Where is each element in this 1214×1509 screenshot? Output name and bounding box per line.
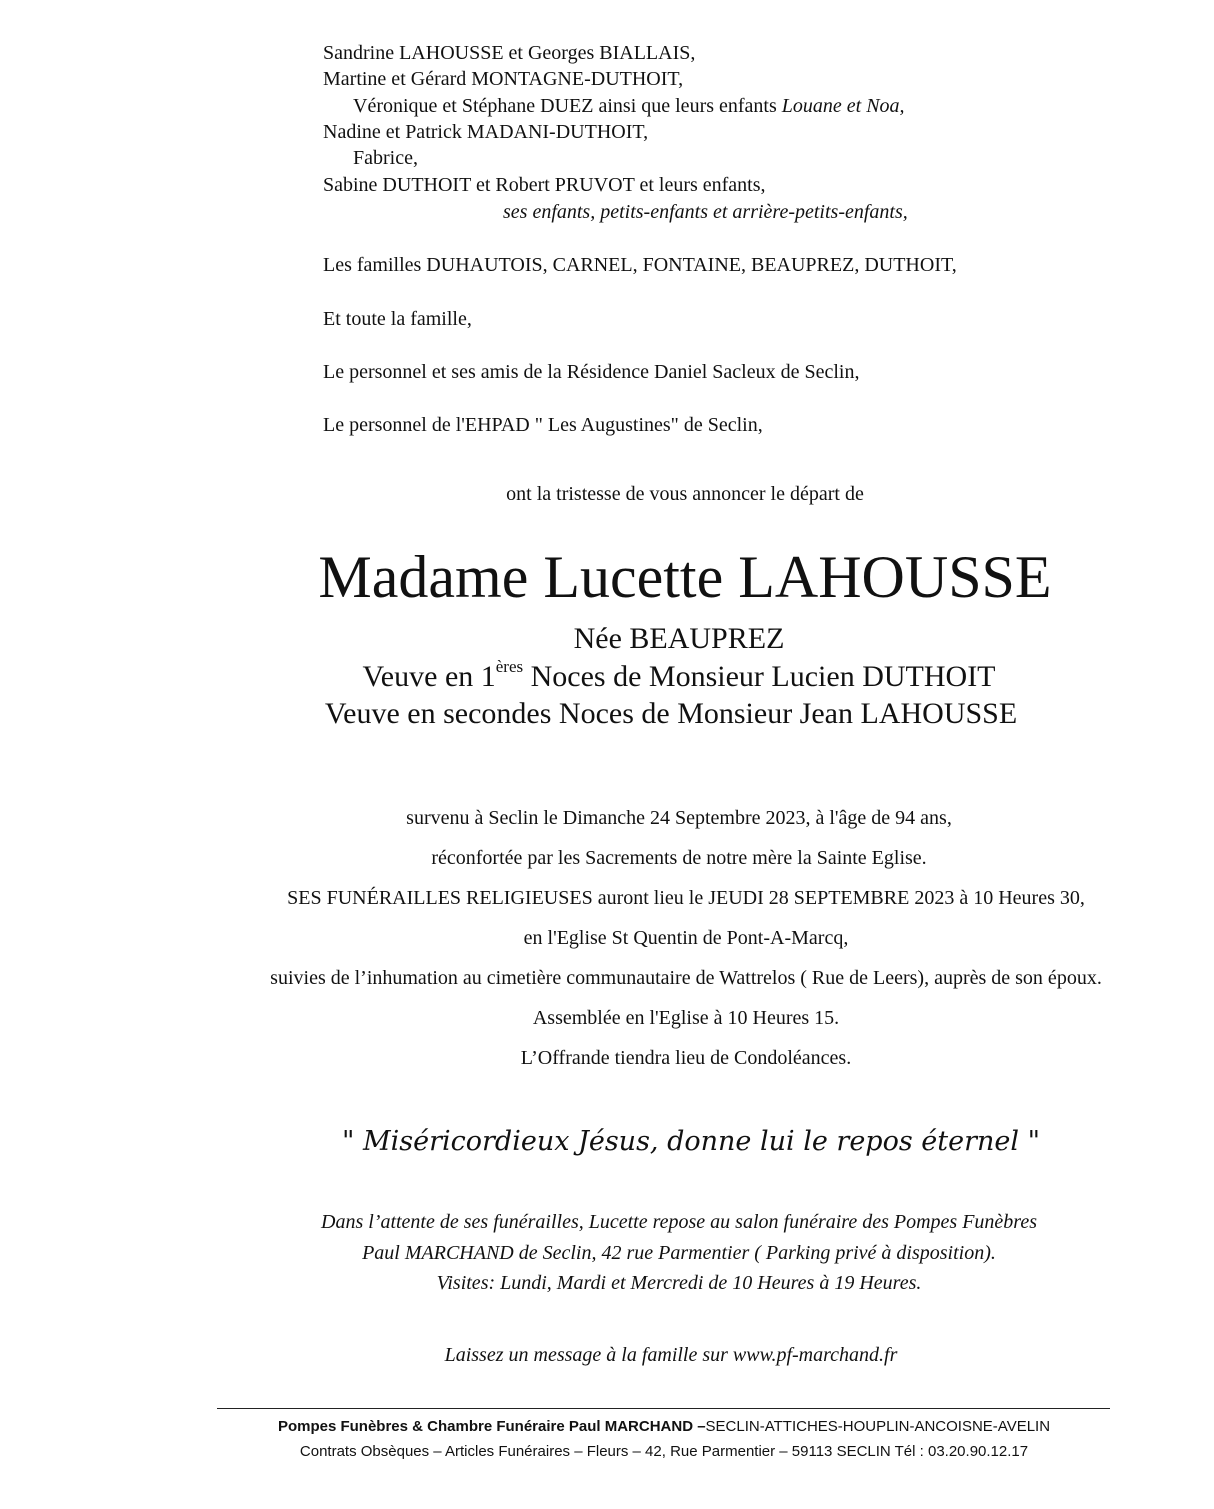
footer-company: Pompes Funèbres & Chambre Funéraire Paul MARCHAND – bbox=[277, 1418, 706, 1435]
family-line-3-text: Véronique et Stéphane DUEZ ainsi que leurs enfants bbox=[353, 95, 777, 117]
footer-locations: SECLIN-ATTICHES-HOUPLIN-ANCOISNE-AVELIN bbox=[705, 1418, 1051, 1435]
family-line-5: Fabrice, bbox=[353, 147, 418, 169]
offering: L’Offrande tiendra lieu de Condoléances. bbox=[520, 1047, 852, 1069]
footer-contact: Contrats Obsèques – Articles Funéraires – Fleurs – 42, Rue Parmentier – 59113 SECLIN Tél : 03.20.90.12.17 bbox=[299, 1443, 1029, 1460]
grandchildren-names: Louane et Noa, bbox=[781, 95, 905, 117]
online-message: Laissez un message à la famille sur www.pf-marchand.fr bbox=[444, 1344, 898, 1366]
assembly-time: Assemblée en l'Eglise à 10 Heures 15. bbox=[532, 1007, 840, 1029]
announcement: ont la tristesse de vous annoncer le départ de bbox=[506, 483, 864, 505]
maiden-name: Née BEAUPREZ bbox=[573, 622, 785, 655]
deceased-name: Madame Lucette LAHOUSSE bbox=[318, 544, 1052, 610]
visitation-line-3: Visites: Lundi, Mardi et Mercredi de 10 Heures à 19 Heures. bbox=[436, 1272, 922, 1294]
visitation-line-1: Dans l’attente de ses funérailles, Lucette repose au salon funéraire des Pompes Funèbres bbox=[321, 1211, 1037, 1233]
family-line-2: Martine et Gérard MONTAGNE-DUTHOIT, bbox=[323, 68, 684, 90]
sacraments: réconfortée par les Sacrements de notre mère la Sainte Eglise. bbox=[431, 847, 927, 869]
funeral-date: SES FUNÉRAILLES RELIGIEUSES auront lieu le JEUDI 28 SEPTEMBRE 2023 à 10 Heures 30, bbox=[287, 887, 1085, 909]
first-marriage-suffix: Noces de Monsieur Lucien DUTHOIT bbox=[523, 660, 996, 693]
family-line-4: Nadine et Patrick MADANI-DUTHOIT, bbox=[323, 121, 649, 143]
other-families: Les familles DUHAUTOIS, CARNEL, FONTAINE, BEAUPREZ, DUTHOIT, bbox=[323, 254, 957, 276]
second-marriage: Veuve en secondes Noces de Monsieur Jean LAHOUSSE bbox=[324, 697, 1018, 730]
first-marriage-superscript: ères bbox=[495, 657, 524, 676]
church: en l'Eglise St Quentin de Pont-A-Marcq, bbox=[523, 927, 849, 949]
ehpad-staff: Le personnel de l'EHPAD " Les Augustines" de Seclin, bbox=[323, 414, 763, 436]
whole-family: Et toute la famille, bbox=[323, 308, 472, 330]
first-marriage-prefix: Veuve en 1 bbox=[362, 660, 496, 693]
footer-company-line bbox=[0, 1417, 1214, 1437]
family-line-3 bbox=[353, 93, 905, 119]
death-details: survenu à Seclin le Dimanche 24 Septembre 2023, à l'âge de 94 ans, bbox=[406, 807, 952, 829]
prayer-quote: " Miséricordieux Jésus, donne lui le repos éternel " bbox=[341, 1126, 1040, 1157]
first-marriage bbox=[72, 659, 1214, 695]
residence-staff: Le personnel et ses amis de la Résidence Daniel Sacleux de Seclin, bbox=[323, 361, 860, 383]
visitation-line-2: Paul MARCHAND de Seclin, 42 rue Parmentier ( Parking privé à disposition). bbox=[362, 1242, 996, 1264]
burial: suivies de l’inhumation au cimetière communautaire de Wattrelos ( Rue de Leers), auprès de son époux. bbox=[270, 967, 1102, 989]
footer-divider bbox=[217, 1408, 1110, 1409]
family-summary: ses enfants, petits-enfants et arrière-petits-enfants, bbox=[503, 201, 908, 223]
family-line-6: Sabine DUTHOIT et Robert PRUVOT et leurs enfants, bbox=[323, 174, 766, 196]
family-line-1: Sandrine LAHOUSSE et Georges BIALLAIS, bbox=[323, 42, 696, 64]
